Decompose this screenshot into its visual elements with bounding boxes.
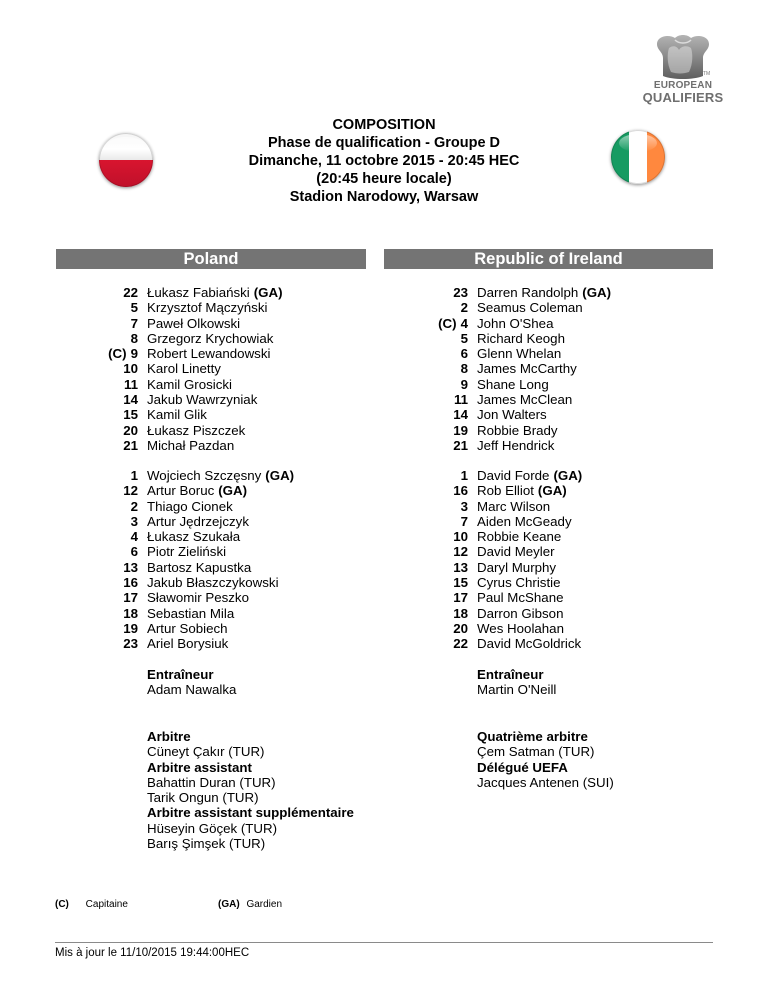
player-name: Jeff Hendrick <box>477 437 555 453</box>
player-name: Thiago Cionek <box>147 498 233 514</box>
player-name-cell <box>477 621 564 636</box>
legend-captain-text: Capitaine <box>85 899 128 910</box>
assistant-referee-name: Tarik Ongun (TUR) <box>147 790 259 806</box>
player-name: Wes Hoolahan <box>477 620 564 636</box>
player-row <box>58 438 358 453</box>
player-name: Jakub Wawrzyniak <box>147 392 258 408</box>
player-name: Wojciech Szczęsny <box>147 468 262 483</box>
player-name-cell <box>477 407 547 422</box>
player-number <box>453 606 468 621</box>
player-row <box>388 438 708 453</box>
player-number <box>454 392 468 407</box>
player-name: Krzysztof Mączyński <box>147 300 268 316</box>
player-row <box>58 560 358 575</box>
shirt-number: 12 <box>123 483 138 499</box>
player-row <box>388 392 708 407</box>
ireland-flag-icon <box>611 130 665 184</box>
legend-captain-abbr: (C) <box>55 899 69 910</box>
player-name: Kamil Grosicki <box>147 376 232 392</box>
player-name-cell <box>147 529 240 544</box>
player-number <box>453 407 468 422</box>
shirt-number: 15 <box>123 407 138 423</box>
shirt-number: 5 <box>130 300 138 316</box>
player-row <box>388 316 708 331</box>
player-number <box>123 483 138 498</box>
goalkeeper-tag: (GA) <box>553 468 583 483</box>
player-row <box>388 331 708 346</box>
shirt-number: 21 <box>453 437 468 453</box>
player-name-cell <box>477 300 583 315</box>
player-name-cell <box>477 544 555 559</box>
shirt-number: 23 <box>453 285 468 300</box>
player-name: Cyrus Christie <box>477 575 561 591</box>
player-name: Łukasz Szukała <box>147 529 241 545</box>
goalkeeper-tag: (GA) <box>218 483 248 499</box>
player-name-cell <box>147 499 233 514</box>
additional-assistant-name: Barış Şimşek (TUR) <box>147 836 266 852</box>
player-row <box>388 483 708 498</box>
player-name: Paul McShane <box>477 590 564 606</box>
home-team-header: Poland <box>56 249 366 269</box>
player-name-cell <box>477 423 558 438</box>
player-row <box>58 636 358 651</box>
shirt-number: 13 <box>453 559 468 575</box>
logo-line-european: EUROPEAN <box>653 80 713 91</box>
player-name: Sławomir Peszko <box>147 590 249 606</box>
player-name-cell <box>147 316 240 331</box>
competition-phase: Phase de qualification - Groupe D <box>267 135 501 151</box>
player-name-cell <box>477 316 553 331</box>
player-name: Marc Wilson <box>477 498 551 514</box>
player-name: James McCarthy <box>477 361 577 377</box>
player-row <box>388 285 708 300</box>
player-number <box>123 423 138 438</box>
player-number <box>461 514 468 529</box>
player-row <box>388 529 708 544</box>
shirt-number: 22 <box>123 285 138 300</box>
home-starting-lineup <box>58 285 358 453</box>
shirt-number: 16 <box>123 575 138 591</box>
player-name: John O'Shea <box>477 315 554 331</box>
player-number <box>123 285 138 300</box>
player-row <box>388 560 708 575</box>
player-name: Kamil Glik <box>147 407 207 423</box>
player-name-cell <box>477 392 572 407</box>
shirt-number: 2 <box>130 498 138 514</box>
shirt-number: 4 <box>130 529 138 545</box>
fourth-official-name: Çem Satman (TUR) <box>477 744 595 760</box>
player-name: Artur Boruc <box>147 483 215 499</box>
shirt-number: 10 <box>453 529 468 545</box>
player-number <box>453 529 468 544</box>
player-name: Robbie Brady <box>477 422 558 438</box>
player-row <box>58 606 358 621</box>
player-name-cell <box>147 590 249 605</box>
player-name-cell <box>147 560 251 575</box>
legend-goalkeeper-text: Gardien <box>246 899 283 910</box>
player-number <box>123 361 138 376</box>
player-row <box>58 285 358 300</box>
player-number <box>123 621 138 636</box>
player-name: James McClean <box>477 392 573 408</box>
player-number <box>453 483 468 498</box>
page-title: COMPOSITION <box>332 117 436 133</box>
shirt-number: 14 <box>123 392 138 408</box>
player-name: Paweł Olkowski <box>147 315 241 331</box>
player-number <box>124 377 138 392</box>
player-row <box>58 361 358 376</box>
assistant-referee-label: Arbitre assistant <box>147 759 252 775</box>
player-name-cell <box>147 636 228 651</box>
shirt-number: 20 <box>453 620 468 636</box>
coach-label: Entraîneur <box>147 667 214 682</box>
coach-name: Martin O'Neill <box>477 682 557 698</box>
shirt-number: 4 <box>460 315 468 331</box>
shirt-number: 5 <box>460 330 468 346</box>
uefa-delegate-name: Jacques Antenen (SUI) <box>477 774 614 790</box>
shirt-number: 12 <box>453 544 468 560</box>
player-row <box>58 300 358 315</box>
shirt-number: 11 <box>453 392 468 408</box>
shirt-number: 8 <box>460 361 468 377</box>
player-name: Shane Long <box>477 376 549 392</box>
player-row <box>58 346 358 361</box>
shirt-number: 14 <box>453 407 468 423</box>
local-time: (20:45 heure locale) <box>316 171 452 187</box>
player-number <box>123 590 138 605</box>
player-number <box>453 621 468 636</box>
player-name: Rob Elliot <box>477 483 534 499</box>
goalkeeper-tag: (GA) <box>537 483 567 499</box>
player-name-cell <box>147 621 228 636</box>
player-row <box>58 483 358 498</box>
player-name-cell <box>477 529 561 544</box>
player-row <box>388 407 708 422</box>
coach-name: Adam Nawalka <box>147 682 237 698</box>
player-name: Grzegorz Krychowiak <box>147 330 274 346</box>
player-row <box>58 575 358 590</box>
player-name: Daryl Murphy <box>477 559 557 575</box>
player-number <box>123 560 138 575</box>
player-number <box>131 316 138 331</box>
legend-goalkeeper-abbr: (GA) <box>218 899 240 910</box>
player-number <box>461 300 468 315</box>
player-number <box>123 636 138 651</box>
player-number <box>453 636 468 651</box>
shirt-number: 8 <box>130 330 138 346</box>
player-number <box>108 346 138 361</box>
match-header <box>200 116 568 206</box>
away-team-header: Republic of Ireland <box>384 249 713 269</box>
player-name-cell <box>477 636 581 651</box>
player-row <box>388 499 708 514</box>
player-name: Aiden McGeady <box>477 513 572 529</box>
player-name: Bartosz Kapustka <box>147 559 252 575</box>
player-row <box>58 392 358 407</box>
player-row <box>388 544 708 559</box>
shirt-number: 21 <box>123 437 138 453</box>
player-name-cell <box>147 423 245 438</box>
shirt-number: 3 <box>130 513 138 529</box>
player-name-cell <box>477 285 611 300</box>
player-row <box>58 514 358 529</box>
player-name-cell <box>477 361 577 376</box>
player-row <box>58 499 358 514</box>
player-name: Piotr Zieliński <box>147 544 227 560</box>
player-number <box>131 331 138 346</box>
player-row <box>58 377 358 392</box>
player-row <box>388 621 708 636</box>
player-name: Karol Linetty <box>147 361 221 377</box>
shirt-number: 11 <box>123 376 138 392</box>
player-number <box>438 316 468 331</box>
shirt-number: 17 <box>453 590 468 606</box>
player-name: Artur Jędrzejczyk <box>147 513 249 529</box>
away-starting-lineup <box>388 285 708 453</box>
home-coach <box>147 667 236 698</box>
shirt-number: 9 <box>130 346 138 362</box>
player-name-cell <box>147 361 221 376</box>
player-name-cell <box>477 331 565 346</box>
player-name: Ariel Borysiuk <box>147 636 229 652</box>
player-name-cell <box>477 575 561 590</box>
trophy-icon <box>641 32 725 82</box>
legend-goalkeeper <box>218 899 282 910</box>
player-number <box>123 438 138 453</box>
player-number <box>131 529 138 544</box>
shirt-number: 7 <box>130 315 138 331</box>
player-name: Łukasz Piszczek <box>147 422 246 438</box>
poland-flag-icon <box>99 133 153 187</box>
match-datetime: Dimanche, 11 octobre 2015 - 20:45 HEC <box>248 153 520 169</box>
player-row <box>388 575 708 590</box>
fourth-official-label: Quatrième arbitre <box>477 729 588 744</box>
player-name-cell <box>147 300 267 315</box>
player-row <box>388 606 708 621</box>
player-name-cell <box>477 483 567 498</box>
player-name: Łukasz Fabiański <box>147 285 250 300</box>
shirt-number: 15 <box>453 575 468 591</box>
player-name: Richard Keogh <box>477 330 565 346</box>
player-number <box>453 423 468 438</box>
player-row <box>58 423 358 438</box>
away-substitutes <box>388 468 708 652</box>
player-number <box>123 575 138 590</box>
goalkeeper-tag: (GA) <box>582 285 612 300</box>
player-name: Seamus Coleman <box>477 300 583 316</box>
player-row <box>58 407 358 422</box>
player-name-cell <box>477 438 554 453</box>
player-number <box>131 300 138 315</box>
player-number <box>461 346 468 361</box>
shirt-number: 22 <box>453 636 468 652</box>
player-name-cell <box>147 483 247 498</box>
shirt-number: 3 <box>460 498 468 514</box>
shirt-number: 1 <box>460 468 468 483</box>
player-name-cell <box>477 606 563 621</box>
footer-divider <box>55 942 713 943</box>
player-row <box>58 544 358 559</box>
player-number <box>453 438 468 453</box>
player-name: Darren Randolph <box>477 285 579 300</box>
away-coach <box>477 667 556 698</box>
assistant-referee-name: Bahattin Duran (TUR) <box>147 774 276 790</box>
player-number <box>461 377 468 392</box>
match-officials-left <box>147 729 354 851</box>
player-row <box>58 621 358 636</box>
player-name: David Forde <box>477 468 550 483</box>
shirt-number: 16 <box>453 483 468 499</box>
uefa-delegate-label: Délégué UEFA <box>477 759 568 775</box>
home-substitutes <box>58 468 358 652</box>
player-name-cell <box>147 407 207 422</box>
shirt-number: 1 <box>130 468 138 483</box>
player-name-cell <box>477 346 561 361</box>
player-name: Michał Pazdan <box>147 437 235 453</box>
player-number <box>131 499 138 514</box>
player-name: Jakub Błaszczykowski <box>147 575 279 591</box>
player-number <box>123 606 138 621</box>
european-qualifiers-logo <box>641 32 725 108</box>
goalkeeper-tag: (GA) <box>253 285 283 300</box>
player-number <box>461 361 468 376</box>
shirt-number: 18 <box>123 605 138 621</box>
logo-line-qualifiers: QUALIFIERS <box>642 90 724 105</box>
player-row <box>58 590 358 605</box>
player-name-cell <box>477 514 572 529</box>
player-name-cell <box>147 331 273 346</box>
player-number <box>131 468 138 483</box>
captain-marker: (C) <box>108 346 127 362</box>
shirt-number: 10 <box>123 361 138 377</box>
match-officials-right <box>477 729 614 790</box>
player-name: Darron Gibson <box>477 605 564 621</box>
stadium: Stadion Narodowy, Warsaw <box>289 189 479 205</box>
player-name-cell <box>477 590 563 605</box>
additional-assistant-label: Arbitre assistant supplémentaire <box>147 805 354 821</box>
player-name: Sebastian Mila <box>147 605 235 621</box>
player-name: David McGoldrick <box>477 636 582 652</box>
shirt-number: 19 <box>453 422 468 438</box>
player-name-cell <box>477 468 582 483</box>
player-name-cell <box>147 575 279 590</box>
player-number <box>131 544 138 559</box>
shirt-number: 19 <box>123 620 138 636</box>
player-row <box>388 361 708 376</box>
player-name-cell <box>147 438 234 453</box>
player-name: Jon Walters <box>477 407 547 423</box>
player-number <box>123 392 138 407</box>
legend-captain <box>55 899 128 910</box>
player-row <box>388 468 708 483</box>
referee-name: Cüneyt Çakır (TUR) <box>147 744 265 760</box>
last-updated: Mis à jour le 11/10/2015 19:44:00HEC <box>55 947 250 959</box>
shirt-number: 20 <box>123 422 138 438</box>
shirt-number: 18 <box>453 605 468 621</box>
player-number <box>461 468 468 483</box>
player-name: David Meyler <box>477 544 555 560</box>
shirt-number: 9 <box>460 376 468 392</box>
player-number <box>123 407 138 422</box>
player-number <box>453 285 468 300</box>
additional-assistant-name: Hüseyin Göçek (TUR) <box>147 820 278 836</box>
player-row <box>58 529 358 544</box>
shirt-number: 23 <box>123 636 138 652</box>
shirt-number: 13 <box>123 559 138 575</box>
player-name-cell <box>477 377 549 392</box>
player-row <box>58 331 358 346</box>
player-number <box>131 514 138 529</box>
player-row <box>58 316 358 331</box>
player-number <box>453 560 468 575</box>
player-name-cell <box>147 346 270 361</box>
shirt-number: 6 <box>130 544 138 560</box>
player-row <box>388 300 708 315</box>
player-name-cell <box>147 377 232 392</box>
player-name: Artur Sobiech <box>147 620 228 636</box>
player-row <box>388 590 708 605</box>
player-row <box>58 468 358 483</box>
player-name-cell <box>147 514 249 529</box>
player-name-cell <box>147 468 294 483</box>
shirt-number: 7 <box>460 513 468 529</box>
referee-label: Arbitre <box>147 729 191 744</box>
player-name: Robert Lewandowski <box>147 346 271 362</box>
player-name-cell <box>147 606 234 621</box>
shirt-number: 17 <box>123 590 138 606</box>
player-row <box>388 423 708 438</box>
player-row <box>388 636 708 651</box>
svg-text:TM: TM <box>703 71 711 77</box>
player-row <box>388 346 708 361</box>
player-number <box>461 499 468 514</box>
shirt-number: 6 <box>460 346 468 362</box>
player-number <box>453 575 468 590</box>
captain-marker: (C) <box>438 315 457 331</box>
player-name: Robbie Keane <box>477 529 562 545</box>
player-row <box>388 377 708 392</box>
player-number <box>453 544 468 559</box>
player-name: Glenn Whelan <box>477 346 562 362</box>
goalkeeper-tag: (GA) <box>265 468 295 483</box>
player-number <box>461 331 468 346</box>
player-name-cell <box>477 499 550 514</box>
player-name-cell <box>147 285 283 300</box>
shirt-number: 2 <box>460 300 468 316</box>
player-name-cell <box>147 544 226 559</box>
player-name-cell <box>477 560 556 575</box>
coach-label: Entraîneur <box>477 667 544 682</box>
player-name-cell <box>147 392 257 407</box>
player-number <box>453 590 468 605</box>
player-row <box>388 514 708 529</box>
